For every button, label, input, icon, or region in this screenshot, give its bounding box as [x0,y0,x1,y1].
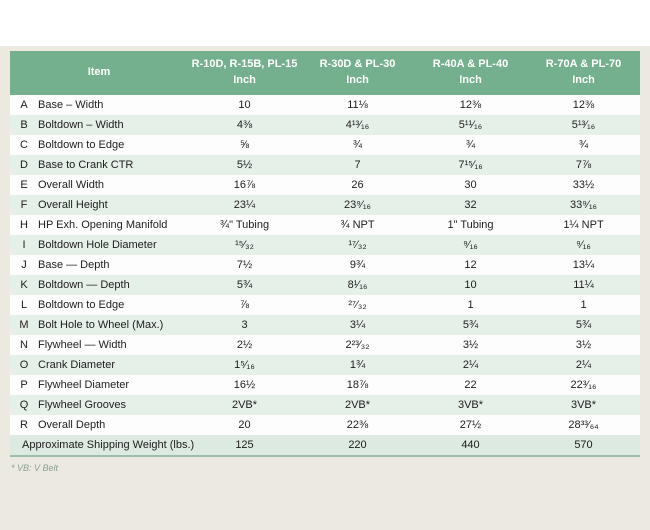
column-header-model-2 [301,51,414,95]
row-item-label: Boltdown – Width [38,119,124,131]
model-name: R-30D & PL-30 [319,58,396,71]
row-value: 16½ [233,379,256,391]
table-row [10,195,640,215]
table-row [10,255,640,275]
row-letter: F [20,199,28,211]
row-value: 30 [464,179,477,191]
table-row [10,135,640,155]
row-value: 1" Tubing [447,219,494,231]
row-value: 2¼ [575,359,592,371]
row-value: 5¾ [462,319,479,331]
row-item-label: Flywheel — Width [38,339,127,351]
column-header-model-1 [188,51,301,95]
row-item-label: Crank Diameter [38,359,116,371]
model-unit: Inch [572,74,595,86]
column-header-item [10,51,188,95]
row-value: 3½ [462,339,479,351]
row-item-label: Flywheel Grooves [38,399,127,411]
row-value: 5¾ [575,319,592,331]
row-value: 8¹⁄₁₆ [347,279,368,291]
row-value: 13¼ [572,259,595,271]
column-header-model-4 [527,51,640,95]
row-letter: C [20,139,28,151]
row-item-label: Base – Width [38,99,104,111]
row-value: 2¼ [462,359,479,371]
row-item-label: Boltdown to Edge [38,299,125,311]
table-row [10,275,640,295]
row-value: 3VB* [457,399,484,411]
row-value: 4¹³⁄₁₆ [345,119,370,131]
row-letter: Q [19,399,29,411]
row-item-label: Base — Depth [38,259,110,271]
row-value: ⁹⁄₁₆ [463,239,478,251]
column-header-model-3 [414,51,527,95]
row-value: 1¼ NPT [563,219,604,231]
row-value: 9¾ [349,259,366,271]
row-letter: E [20,179,28,191]
row-value: 7½ [236,259,253,271]
row-value: 12⅜ [459,99,482,111]
row-value: ⁹⁄₁₆ [576,239,591,251]
row-letter: D [20,159,28,171]
row-letter: A [20,99,28,111]
table-row [10,175,640,195]
row-letter: N [20,339,28,351]
row-value: 3¼ [349,319,366,331]
row-item-label: Flywheel Diameter [38,379,130,391]
row-value: 1 [580,299,587,311]
table-row [10,155,640,175]
vb-footnote: * VB: V Belt [11,463,59,473]
row-item-label: Overall Width [38,179,105,191]
row-letter: P [20,379,28,391]
row-value: 27½ [459,419,482,431]
row-value: 11¼ [573,279,594,291]
row-value: 33⁹⁄₁₆ [570,199,597,211]
row-value: 11⅛ [347,99,368,111]
top-white-band [0,0,650,46]
row-value: 20 [238,419,251,431]
table-row [10,375,640,395]
table-row [10,95,640,115]
row-letter: I [22,239,26,251]
shipping-weight-value: 220 [348,439,367,451]
row-value: 32 [464,199,477,211]
row-value: ²⁷⁄₃₂ [348,299,367,311]
row-value: 7⅞ [575,159,592,171]
table-row [10,355,640,375]
row-value: ¾ [352,139,363,151]
row-value: ¾ [465,139,476,151]
table-row [10,215,640,235]
table-body [10,95,640,435]
row-item-label: Overall Height [38,199,108,211]
row-item-label: Bolt Hole to Wheel (Max.) [38,319,164,331]
table-row [10,415,640,435]
shipping-weight-value: 570 [574,439,593,451]
table-row [10,235,640,255]
row-value: 18⅞ [346,379,369,391]
row-value: ¾ [578,139,589,151]
row-value: 2VB* [231,399,258,411]
row-value: 22 [464,379,477,391]
row-value: 1¾ [349,359,366,371]
row-value: 5¾ [236,279,253,291]
row-value: 5½ [236,159,253,171]
row-letter: R [20,419,28,431]
row-value: 2½ [236,339,253,351]
row-value: 4⅜ [236,119,253,131]
row-value: 10 [238,99,251,111]
row-value: 7 [354,159,361,171]
table-row [10,115,640,135]
row-value: 7¹⁵⁄₁₆ [458,159,483,171]
pump-dimensions-table [10,51,640,457]
row-letter: H [20,219,28,231]
model-unit: Inch [233,74,256,86]
row-letter: O [19,359,29,371]
row-value: 10 [464,279,477,291]
shipping-weight-value: 125 [235,439,254,451]
row-letter: J [21,259,27,271]
row-value: 23¼ [233,199,256,211]
row-value: 1⁵⁄₁₆ [234,359,255,371]
model-name: R-70A & PL-70 [545,58,622,71]
row-value: 22⅜ [346,419,369,431]
row-value: 12 [464,259,477,271]
row-letter: K [20,279,28,291]
row-value: 3VB* [570,399,597,411]
row-value: ⅝ [239,139,250,151]
row-value: ¹⁷⁄₃₂ [348,239,367,251]
column-header-item-label: Item [87,66,111,79]
row-value: 26 [351,179,364,191]
row-value: 3½ [575,339,592,351]
row-item-label: Boltdown — Depth [38,279,130,291]
row-item-label: Overall Depth [38,419,106,431]
row-value: 16⅞ [233,179,256,191]
row-value: 5¹¹⁄₁₆ [458,119,483,131]
row-value: ¾ NPT [340,219,375,231]
row-letter: B [20,119,28,131]
row-value: 2VB* [344,399,371,411]
row-value: 1 [467,299,474,311]
table-header-row [10,51,640,95]
row-letter: L [20,299,28,311]
row-item-label: Boltdown to Edge [38,139,125,151]
shipping-weight-row [10,435,640,455]
row-value: 5¹³⁄₁₆ [571,119,596,131]
row-value: 12⅜ [572,99,595,111]
model-unit: Inch [346,74,369,86]
table-row [10,295,640,315]
table-row [10,315,640,335]
row-value: 23⁹⁄₁₆ [344,199,371,211]
row-value: 3 [241,319,248,331]
row-item-label: Base to Crank CTR [38,159,134,171]
row-value: ¾" Tubing [219,219,270,231]
row-letter: M [19,319,29,331]
shipping-weight-label: Approximate Shipping Weight (lbs.) [22,439,195,451]
row-value: ⅞ [239,299,250,311]
row-value: 2²³⁄₃₂ [345,339,370,351]
row-value: ¹⁵⁄₃₂ [235,239,254,251]
row-item-label: Boltdown Hole Diameter [38,239,157,251]
table-row [10,395,640,415]
model-name: R-40A & PL-40 [432,58,509,71]
row-value: 22³⁄₁₆ [570,379,597,391]
row-value: 28³³⁄₆₄ [568,419,599,431]
model-name: R-10D, R-15B, PL-15 [191,58,298,71]
shipping-weight-value: 440 [461,439,480,451]
row-item-label: HP Exh. Opening Manifold [38,219,168,231]
model-unit: Inch [459,74,482,86]
row-value: 33½ [572,179,595,191]
table-row [10,335,640,355]
